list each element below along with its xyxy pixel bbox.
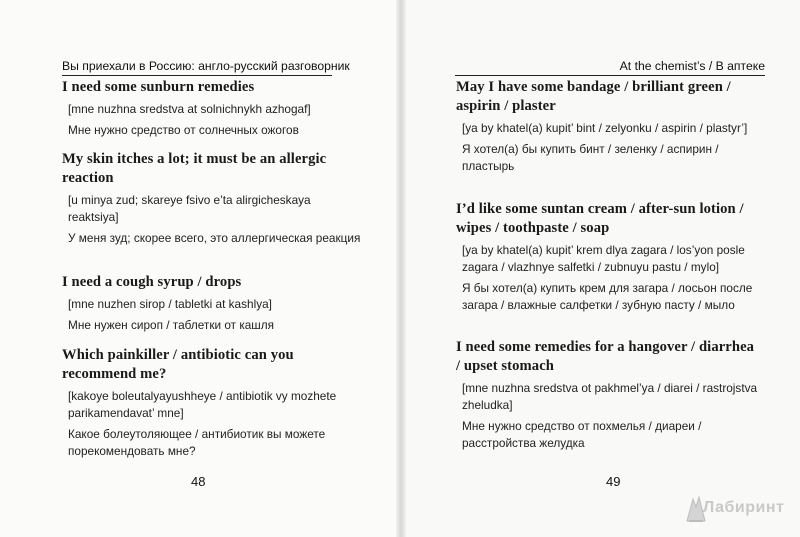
phrase-transliteration: [mne nuzhna sredstva ot pakhmel’ya / diarei / rastrojstva zheludka]	[462, 381, 758, 412]
phrase-english: I need some remedies for a hangover / diarrhea / upset stomach	[456, 339, 755, 374]
phrase-entry	[62, 346, 362, 460]
phrase-transliteration: [kakoye boleutalyayushheye / antibiotik vy mozhete parikamendavat’ mne]	[68, 389, 337, 420]
phrase-transliteration: [u minya zud; skareye fsivo e’ta alirgicheskaya reaktsiya]	[68, 193, 311, 224]
phrase-transliteration: [mne nuzhna sredstva at solnichnykh azhogaf]	[68, 102, 311, 116]
book-gutter	[396, 0, 406, 537]
phrase-russian: Я хотел(а) бы купить бинт / зеленку / аспирин / пластырь	[462, 142, 719, 173]
phrase-russian: Какое болеутоляющее / антибиотик вы можете порекомендовать мне?	[68, 427, 326, 458]
phrase-russian: Мне нужен сироп / таблетки от кашля	[68, 318, 275, 332]
phrase-russian: Мне нужно средство от солнечных ожогов	[68, 123, 299, 137]
phrase-english: My skin itches a lot; it must be an allergic reaction	[62, 151, 327, 186]
phrase-transliteration: [ya by khatel(a) kupit’ bint / zelyonku / aspirin / plastyr’]	[462, 121, 748, 135]
left-page-number: 48	[191, 474, 206, 489]
phrase-english: Which painkiller / antibiotic can you recommend me?	[62, 347, 294, 382]
phrase-entry	[456, 200, 761, 314]
phrase-entry	[456, 78, 761, 175]
phrase-transliteration: [mne nuzhen sirop / tabletki at kashlya]	[68, 297, 272, 311]
left-running-head: Вы приехали в Россию: англо-русский разговорник	[62, 59, 332, 76]
phrase-russian: У меня зуд; скорее всего, это аллергическая реакция	[68, 231, 361, 245]
phrase-english: I’d like some suntan cream / after-sun lotion / wipes / toothpaste / soap	[456, 201, 744, 236]
right-page-number: 49	[606, 474, 621, 489]
phrase-entry	[62, 78, 362, 139]
phrase-transliteration: [ya by khatel(a) kupit’ krem dlya zagara / los’yon posle zagara / vlazhnye salfetki / zubnuyu pastu / mylo]	[462, 243, 745, 274]
phrase-russian: Я бы хотел(а) купить крем для загара / лосьон после загара / влажные салфетки / зубную пасту / мыло	[462, 281, 753, 312]
phrase-english: May I have some bandage / brilliant green / aspirin / plaster	[456, 79, 731, 114]
phrase-entry	[62, 273, 362, 334]
phrase-english: I need a cough syrup / drops	[62, 274, 242, 290]
phrase-entry	[62, 150, 362, 247]
bleed-through-band-right	[450, 0, 780, 40]
phrase-russian: Мне нужно средство от похмелья / диареи / расстройства желудка	[462, 419, 702, 450]
bleed-through-band-left	[60, 0, 390, 40]
right-running-head: At the chemist’s / В аптеке	[455, 59, 765, 76]
phrase-english: I need some sunburn remedies	[62, 79, 255, 95]
phrase-entry	[456, 338, 761, 452]
labirint-watermark	[683, 491, 793, 531]
watermark-text: Лабиринт	[703, 499, 785, 516]
